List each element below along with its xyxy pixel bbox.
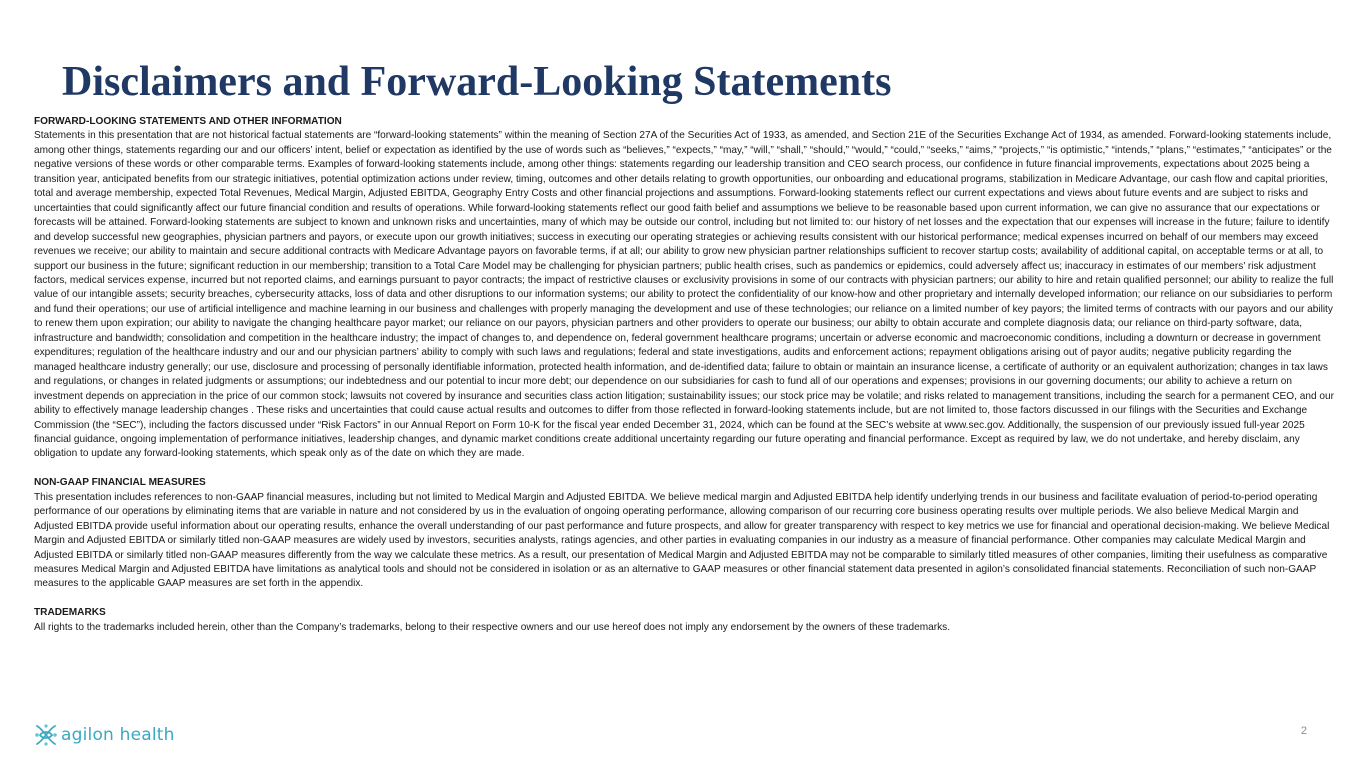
non-gaap-body: This presentation includes references to non-GAAP financial measures, including but not limited to Medical Margin and Adjusted EBITDA. We believe medical margin and Adjusted EBITDA help identify underlying trends in our business and facilitate evaluation of period-to-period operating performance of our operations by eliminating items that are variable in nature and not considered by us in the evaluation of ongoing operating performance, allowing comparison of our recurring core business operating results over multiple periods. We also believe Medical Margin and Adjusted EBITDA provide useful information about our operating results, enhance the overall understanding of our past performance and future prospects, and allow for greater transparency with respect to key metrics we use for financial and operational decision-making. We believe Medical Margin and Adjusted EBITDA or similarly titled non-GAAP measures are widely used by investors, securities analysts, ratings agencies, and other parties in evaluating companies in our industry as a measure of financial performance. Other companies may calculate Medical Margin and Adjusted EBITDA or similarly titled non-GAAP measures differently from the way we calculate these metrics. As a result, our presentation of Medical Margin and Adjusted EBITDA may not be comparable to similarly titled measures of other companies, limiting their usefulness as comparative measures Medical Margin and Adjusted EBITDA have limitations as analytical tools and should not be considered in isolation or as an alternative to GAAP measures or other financial statement data presented in agilon’s consolidated financial statements. Reconciliation of such non-GAAP measures to the applicable GAAP measures are set forth in the appendix. xyxy=(34,491,1330,590)
page-number: 2 xyxy=(1300,725,1307,737)
logo-text: agilon health xyxy=(61,725,175,745)
agilon-mark-icon xyxy=(34,723,58,747)
trademarks-section xyxy=(34,606,1334,635)
trademarks-body: All rights to the trademarks included herein, other than the Company’s trademarks, belong to their respective owners and our use hereof does not imply any endorsement by the owners of these trademarks. xyxy=(34,621,951,633)
disclaimer-content xyxy=(34,115,1334,635)
forward-looking-body: Statements in this presentation that are not historical factual statements are “forward-looking statements” within the meaning of Section 27A of the Securities Act of 1933, as amended, and Section 21E of the Securities Exchange Act of 1934, as amended. Forward-looking statements include, among other things, statements regarding our and our officers’ intent, belief or expectation as identified by the use of words such as “believes,” “expects,” “may,” “will,” “shall,” “should,” “would,” “could,” “seeks,” “aims,” “projects,” “is optimistic,” “intends,” “plans,” “estimates,” “anticipates” or the negative versions of these words or other comparable terms. Examples of forward-looking statements include, among other things: statements regarding our leadership transition and CEO search process, our confidence in future financial improvements, expectations about 2025 being a transition year, anticipated benefits from our strategic initiatives, potential optimization actions under review, timing, outcomes and other details relating to growth opportunities, our onboarding and educational programs, stabilization in Medicare Advantage, our cash flow and capital priorities, total and average membership, expected Total Revenues, Medical Margin, Adjusted EBITDA, Geography Entry Costs and other financial projections and assumptions. Forward-looking statements reflect our current expectations and views about future events and are subject to risks and uncertainties that could significantly affect our future financial condition and results of operations. While forward-looking statements reflect our good faith belief and assumptions we believe to be reasonable based upon current information, we can give no assurance that our expectations or forecasts will be attained. Forward-looking statements are subject to known and unknown risks and uncertainties, many of which may be outside our control, including but not limited to: our history of net losses and the expectation that our expenses will increase in the future; failure to identify and develop successful new geographies, physician partners and payors, or execute upon our growth initiatives; success in executing our operating strategies or achieving results consistent with our historical performance; medical expenses incurred on behalf of our members may exceed revenues we receive; our ability to maintain and secure additional contracts with Medicare Advantage payors on favorable terms, if at all; our ability to grow new physician partner relationships sufficient to recover startup costs; availability of additional capital, on acceptable terms or at all, to support our business in the future; significant reduction in our membership; transition to a Total Care Model may be challenging for physician partners; public health crises, such as pandemics or epidemics, could adversely affect us; inaccuracy in estimates of our members’ risk adjustment factors, medical services expense, incurred but not reported claims, and earnings pursuant to payor contracts; the impact of restrictive clauses or exclusivity provisions in some of our contracts with physician partners; our ability to hire and retain qualified personnel; our ability to realize the full value of our intangible assets; security breaches, cybersecurity attacks, loss of data and other disruptions to our information systems; our ability to protect the confidentiality of our know-how and other proprietary and internally developed information; our reliance on our subsidiaries to perform and fund their operations; our use of artificial intelligence and machine learning in our business and challenges with properly managing the development and use of these technologies; our reliance on a limited number of key payors; the limited terms of contracts with our payors and our ability to renew them upon expiration; our ability to navigate the changing healthcare payor market; our reliance on our payors, physician partners and other providers to operate our business; our abilty to obtain accurate and complete diagnosis data; our reliance on third-party software, data, infrastructure and bandwidth; consolidation and competition in the healthcare industry; the impact of changes to, and dependence on, federal government healthcare programs; uncertain or adverse economic and macroeconomic conditions, including a downturn or decrease in government expenditures; regulation of the healthcare industry and our and our physician partners’ ability to comply with such laws and regulations; federal and state investigations, audits and enforcement actions; repayment obligations arising out of payor audits; negative publicity regarding the managed healthcare industry generally; our use, disclosure and processing of personally identifiable information, protected health information, and de-identified data; failure to obtain or maintain an insurance license, a certificate of authority or an equivalent authorization; changes in tax laws and regulations, or changes in related judgments or assumptions; our indebtedness and our potential to incur more debt; our dependence on our subsidiaries for cash to fund all of our operations and expenses; provisions in our governing documents; our ability to achieve a return on investment depends on appreciation in the price of our common stock; lawsuits not covered by insurance and securities class action litigation; sustainability issues; our stock price may be volatile; and risks related to management transitions, including the search for a permanent CEO, and our ability to effectively manage leadership changes . These risks and uncertainties that could cause actual results and outcomes to differ from those reflected in forward-looking statements include, but are not limited to, those factors discussed in our filings with the Securities and Exchange Commission (the “SEC”), including the factors discussed under “Risk Factors” in our Annual Report on Form 10-K for the fiscal year ended December 31, 2024, which can be found at the SEC’s website at www.sec.gov. Additionally, the suspension of our previously issued full-year 2025 financial guidance, ongoing implementation of performance initiatives, leadership changes, and dynamic market conditions create additional uncertainty regarding our future operating and financial performance. Except as required by law, we do not undertake, and hereby disclaim, any obligation to update any forward-looking statements, which speak only as of the date on which they are made. xyxy=(34,130,1334,460)
forward-looking-heading: FORWARD-LOOKING STATEMENTS AND OTHER INFORMATION xyxy=(34,116,342,127)
non-gaap-section xyxy=(34,476,1334,592)
forward-looking-section xyxy=(34,115,1334,462)
non-gaap-heading: NON-GAAP FINANCIAL MEASURES xyxy=(34,477,206,489)
company-logo xyxy=(34,721,175,749)
page-title: Disclaimers and Forward-Looking Statements xyxy=(62,59,892,105)
trademarks-heading: TRADEMARKS xyxy=(34,607,106,619)
